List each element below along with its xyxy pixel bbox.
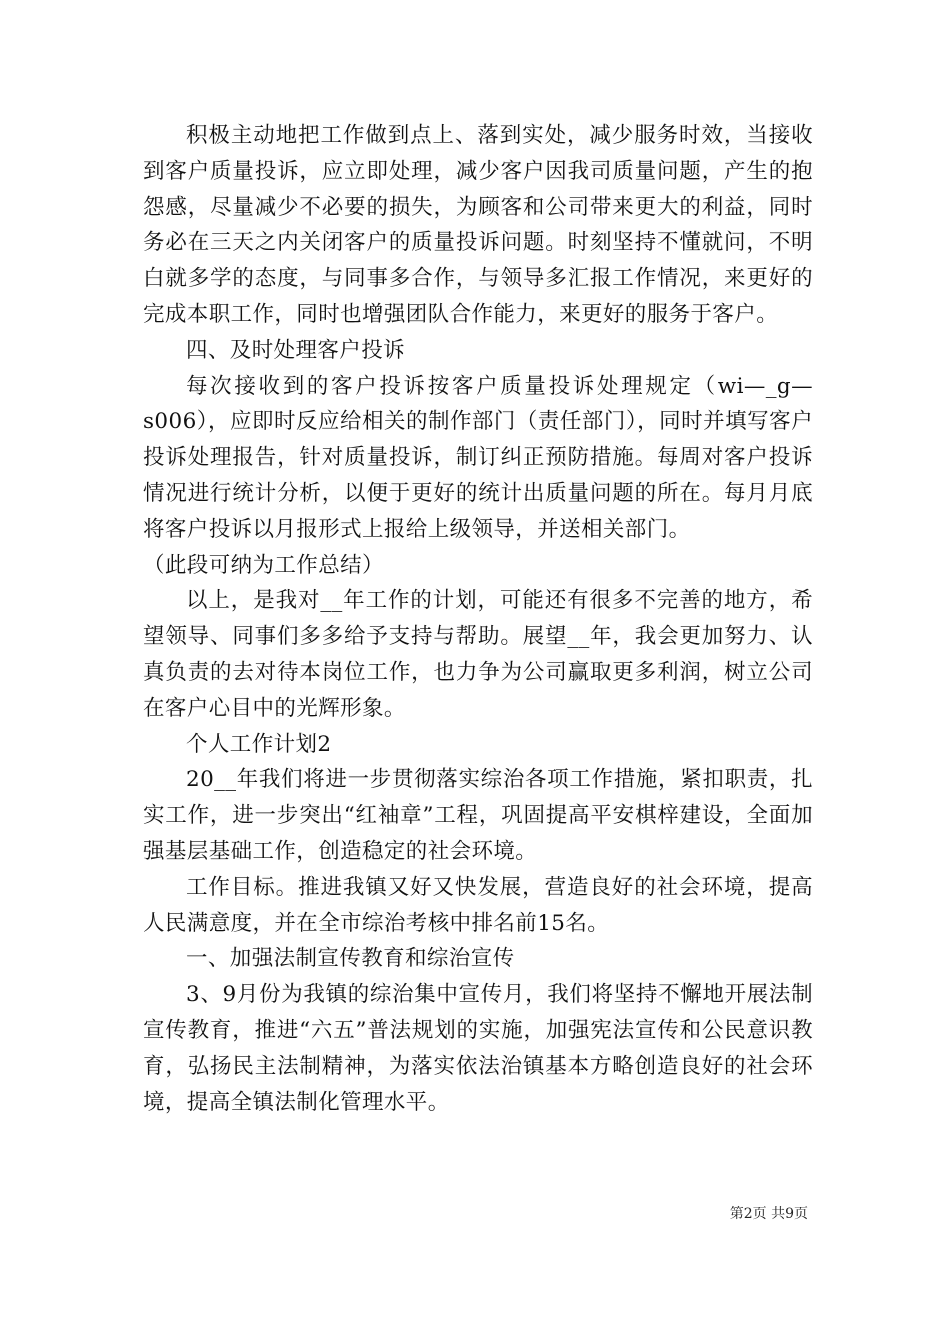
document-body [143,118,813,1120]
page-number: 第2页 共9页 [729,1206,808,1222]
paragraph-legal-publicity: 3、9月份为我镇的综治集中宣传月，我们将坚持不懈地开展法制宣传教育，推进“六五”普法规划的实施，加强宪法宣传和公民意识教育，弘扬民主法制精神，为落实依法治镇基本方略创造良好的社会环境，提高全镇法制化管理水平。 [143,982,813,1115]
paragraph-plan-intro: 20__年我们将进一步贯彻落实综治各项工作措施，紧扣职责，扎实工作，进一步突出“红袖章”工程，巩固提高平安棋梓建设，全面加强基层基础工作，创造稳定的社会环境。 [143,767,813,864]
paragraph-work-goals: 工作目标。推进我镇又好又快发展，营造良好的社会环境，提高人民满意度，并在全市综治考核中排名前15名。 [143,874,813,936]
paragraph-complaint-procedure: 每次接收到的客户投诉按客户质量投诉处理规定（wi—_g—s006），应即时反应给相关的制作部门（责任部门），同时并填写客户投诉处理报告，针对质量投诉，制订纠正预防措施。每周对客户投诉情况进行统计分析，以便于更好的统计出质量问题的所在。每月月底将客户投诉以月报形式上报给上级领导，并送相关部门。 [143,373,813,542]
heading-personal-plan-2: 个人工作计划2 [186,731,332,757]
heading-legal-education: 一、加强法制宣传教育和综治宣传 [186,946,515,972]
paragraph-service-efficiency: 积极主动地把工作做到点上、落到实处，减少服务时效，当接收到客户质量投诉，应立即处理，减少客户因我司质量问题，产生的抱怨感，尽量减少不必要的损失，为顾客和公司带来更大的利益，同时务必在三天之内关闭客户的质量投诉问题。时刻坚持不懂就问，不明白就多学的态度，与同事多合作，与领导多汇报工作情况，来更好的完成本职工作，同时也增强团队合作能力，来更好的服务于客户。 [143,123,813,327]
heading-handle-complaints: 四、及时处理客户投诉 [186,337,406,363]
paragraph-summary-note: （此段可纳为工作总结） [143,552,384,578]
paragraph-closing: 以上，是我对__年工作的计划，可能还有很多不完善的地方，希望领导、同事们多多给予支持与帮助。展望__年，我会更加努力、认真负责的去对待本岗位工作，也力争为公司赢取更多利润，树立公司在客户心目中的光辉形象。 [143,588,813,721]
